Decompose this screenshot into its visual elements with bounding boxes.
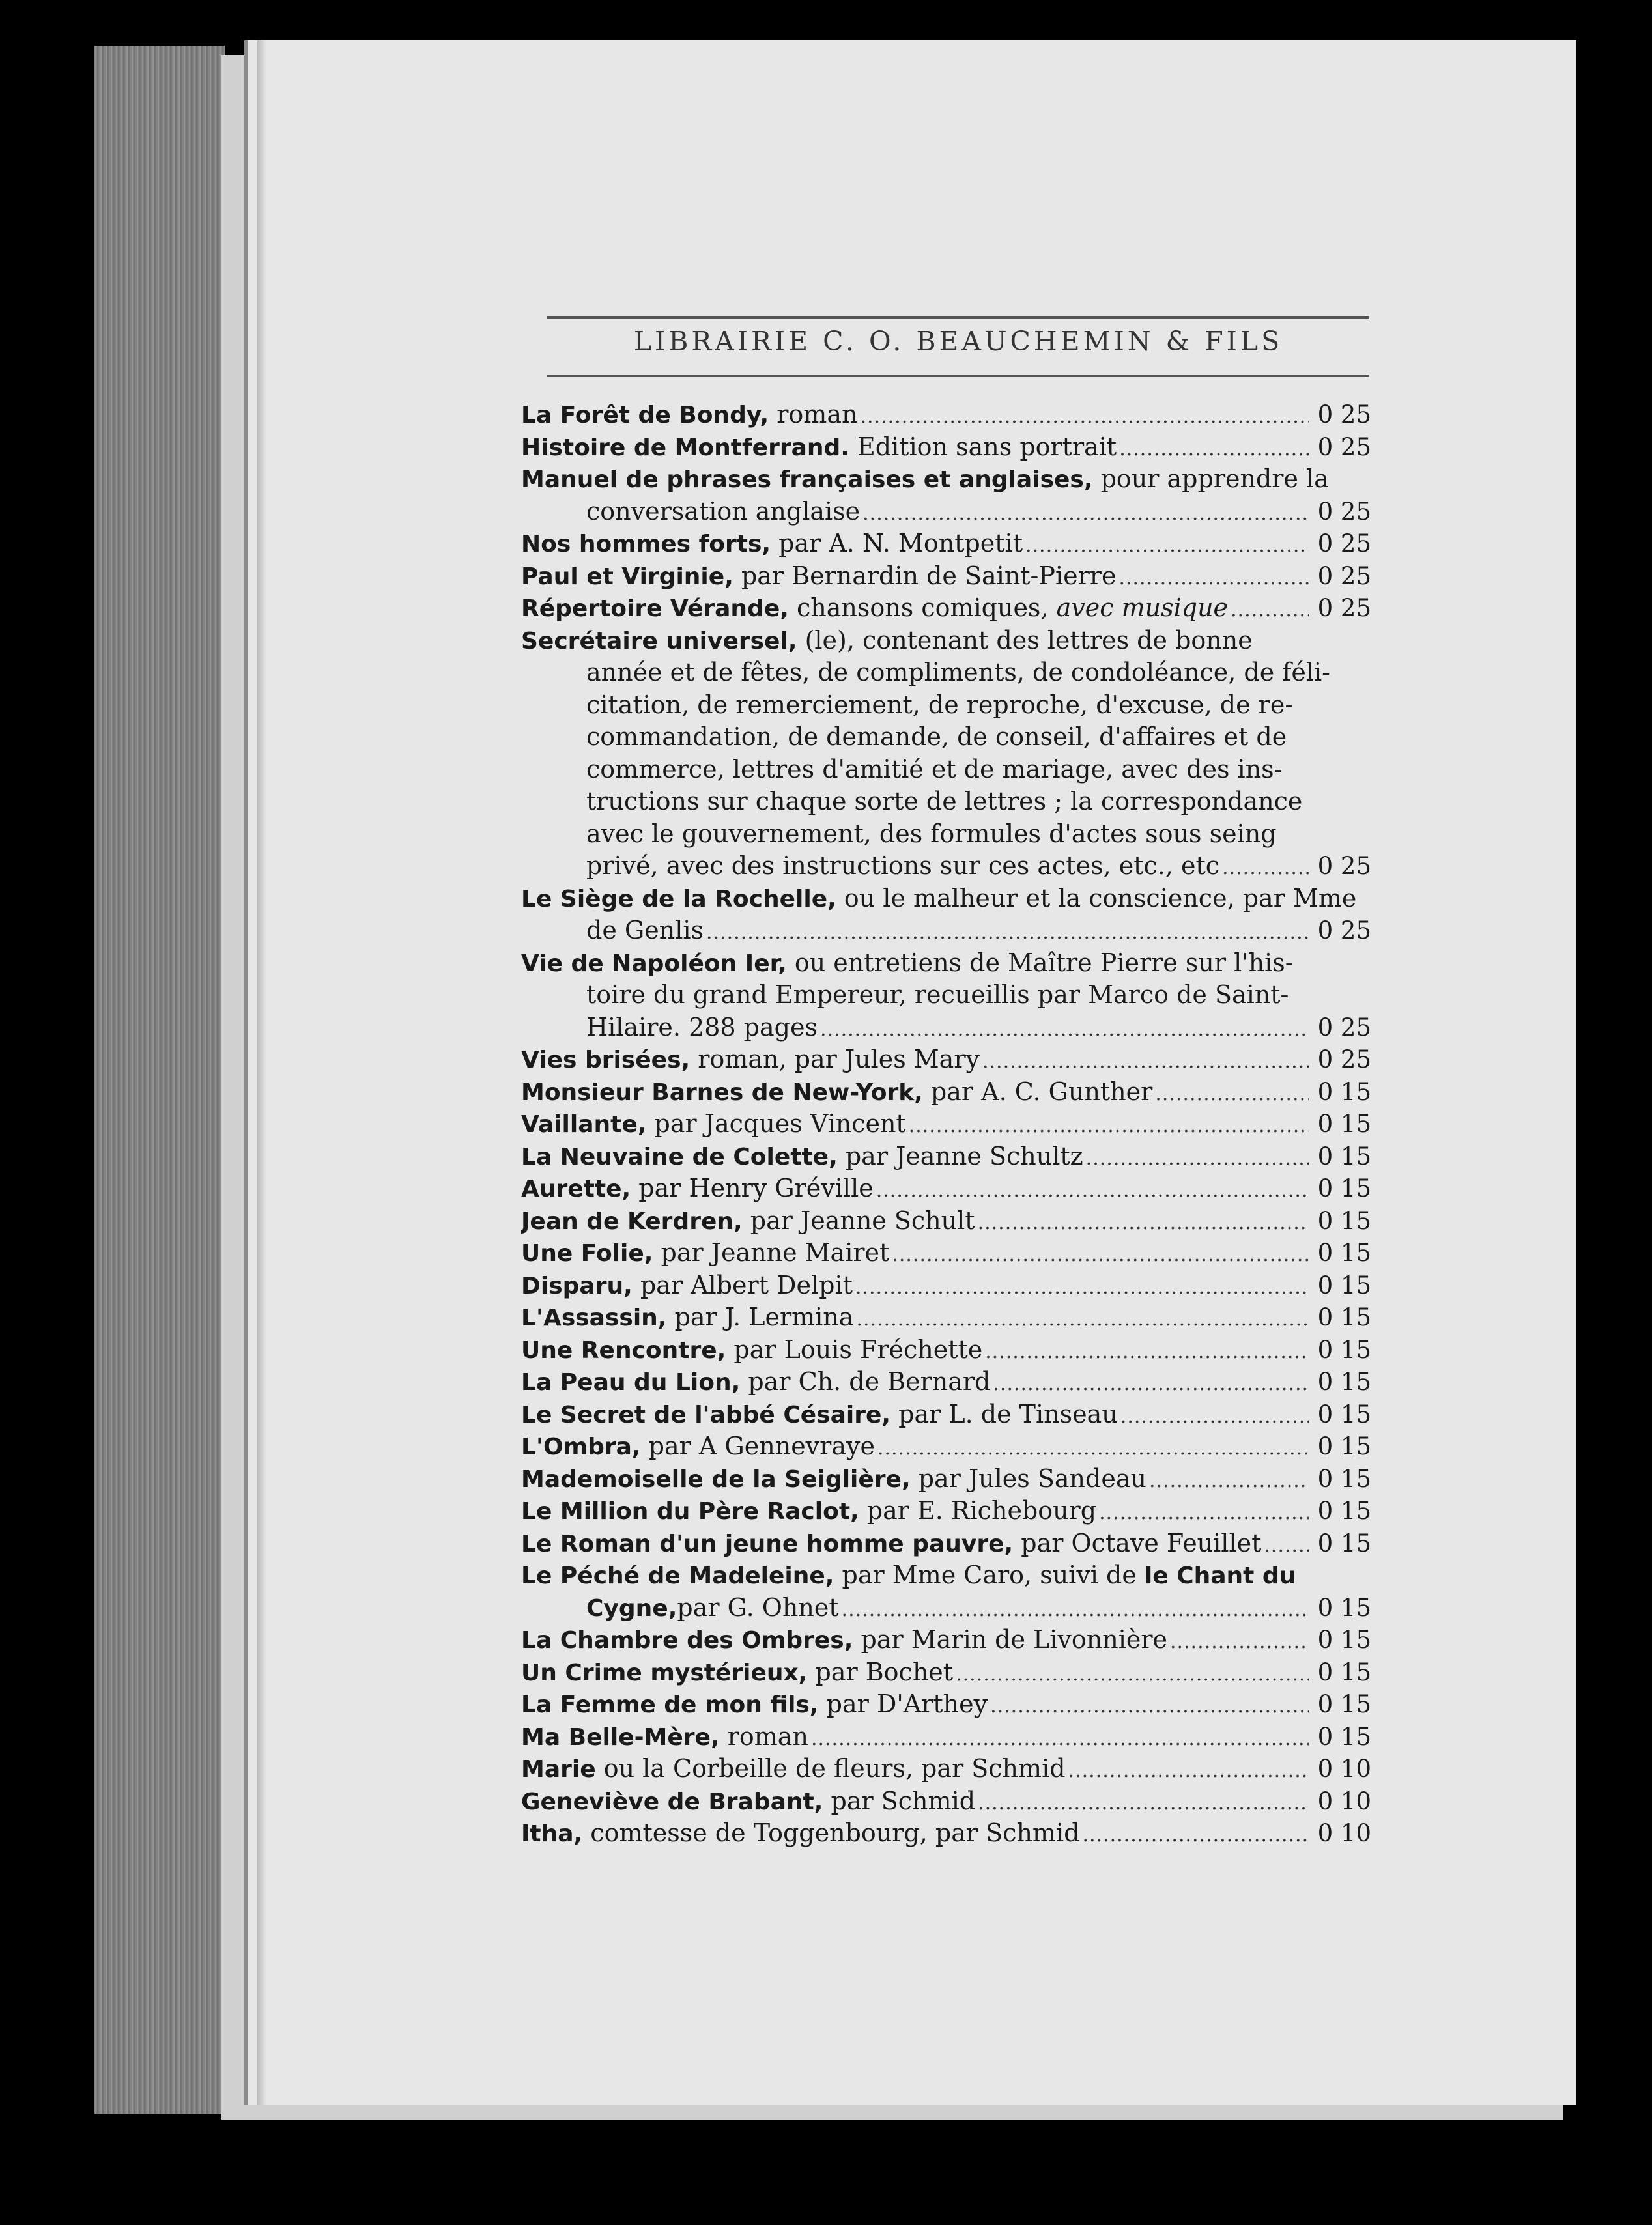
- entry-title: La Chambre des Ombres,: [521, 1627, 853, 1654]
- entry-first-line-text: [521, 1527, 1261, 1560]
- dot-leader: [1082, 1819, 1309, 1850]
- entry-title: Aurette,: [521, 1176, 631, 1202]
- entry-price: 0 25: [1317, 1013, 1371, 1042]
- dot-leader: [820, 1013, 1309, 1044]
- entry-title: Ma Belle-Mère,: [521, 1723, 720, 1751]
- entry-description: comtesse de Toggenbourg, par Schmid: [582, 1819, 1080, 1847]
- entry-first-line-text: [521, 1495, 1096, 1527]
- catalog-entry: [521, 1463, 1371, 1495]
- catalog-entry: [521, 947, 1371, 1044]
- entry-price: 0 10: [1317, 1755, 1371, 1783]
- entry-price: 0 15: [1317, 1658, 1371, 1686]
- catalog-entry: [521, 1172, 1371, 1205]
- entry-first-line-text: [521, 1785, 975, 1818]
- entry-line: [521, 1366, 1371, 1398]
- entry-title: La Femme de mon fils,: [521, 1692, 819, 1718]
- entry-price: 0 15: [1317, 1368, 1371, 1396]
- entry-first-line-text: [521, 1334, 982, 1367]
- entry-first-line-text: [521, 431, 1117, 464]
- catalog-entry: [521, 1753, 1371, 1785]
- catalog-entry: [521, 1108, 1371, 1141]
- dot-leader: [892, 1239, 1309, 1269]
- entry-title: Le Péché de Madeleine,: [521, 1563, 834, 1589]
- entry-continuation-line: [521, 818, 1371, 851]
- entry-title: Une Rencontre,: [521, 1337, 726, 1364]
- entry-line: [521, 1785, 1371, 1818]
- entry-price: 0 25: [1317, 852, 1371, 880]
- dot-leader: [876, 1174, 1309, 1205]
- entry-continuation-text: citation, de remerciement, de reproche, d'excuse, de re-: [586, 690, 1294, 719]
- catalog-entry: [521, 1430, 1371, 1463]
- entry-continuation-text: privé, avec des instructions sur ces actes, etc., etc: [586, 851, 1220, 880]
- page-gutter: [257, 40, 266, 2105]
- entry-first-line-text: [521, 399, 857, 431]
- dot-leader: [956, 1658, 1309, 1689]
- catalog-entry: [521, 431, 1371, 464]
- entry-continuation-line: [521, 1592, 1371, 1624]
- entry-description: par Albert Delpit: [632, 1270, 853, 1299]
- entry-price: 0 15: [1317, 1497, 1371, 1525]
- entry-first-line-text: [521, 1656, 953, 1689]
- entry-continuation-text: avec le gouvernement, des formules d'actes sous seing: [586, 819, 1277, 848]
- entry-description: par A. C. Gunther: [922, 1077, 1153, 1106]
- entry-title: Un Crime mystérieux,: [521, 1659, 808, 1686]
- entry-title: Le Siège de la Rochelle,: [521, 885, 836, 913]
- entry-price: 0 15: [1317, 1690, 1371, 1718]
- catalog-entry: [521, 1495, 1371, 1527]
- entry-continuation-text: toire du grand Empereur, recueillis par Marco de Saint-: [586, 980, 1289, 1009]
- entry-description: ou le malheur et la conscience, par Mme: [836, 883, 1357, 913]
- catalog-entry: [521, 1721, 1371, 1753]
- entry-title: Geneviève de Brabant,: [521, 1788, 823, 1815]
- entry-continuation-line: [521, 914, 1371, 947]
- dot-leader: [1099, 1497, 1309, 1527]
- entry-price: 0 15: [1317, 1529, 1371, 1557]
- entry-line: [521, 592, 1371, 625]
- entry-line: [521, 399, 1371, 431]
- entry-description: Edition sans portrait: [849, 432, 1117, 461]
- entry-description: par Jeanne Mairet: [653, 1238, 890, 1267]
- entry-title: Secrétaire universel,: [521, 627, 797, 655]
- catalog-entry: [521, 1398, 1371, 1431]
- dot-leader: [990, 1690, 1309, 1721]
- catalog-entry: [521, 1656, 1371, 1689]
- entry-price: 0 15: [1317, 1593, 1371, 1622]
- entry-price: 0 15: [1317, 1626, 1371, 1654]
- entry-price: 0 25: [1317, 401, 1371, 429]
- entry-title: Le Roman d'un jeune homme pauvre,: [521, 1530, 1014, 1557]
- dot-leader: [1149, 1465, 1309, 1495]
- entry-continuation-text: de Genlis: [586, 916, 704, 944]
- entry-description: par D'Arthey: [818, 1690, 988, 1718]
- dot-leader: [1086, 1142, 1309, 1173]
- entry-title: Jean de Kerdren,: [521, 1208, 743, 1235]
- catalog-entry: [521, 1688, 1371, 1721]
- entry-line: [521, 1559, 1371, 1592]
- catalog-list: [521, 399, 1371, 1850]
- entry-description: par A. N. Montpetit: [771, 529, 1023, 558]
- entry-first-line-text: [521, 592, 1228, 625]
- entry-continuation-text: commandation, de demande, de conseil, d'affaires et de: [586, 722, 1287, 751]
- entry-title: Manuel de phrases françaises et anglaises,: [521, 466, 1093, 493]
- entry-description: par Jeanne Schultz: [837, 1141, 1083, 1170]
- entry-first-line-text: [521, 560, 1116, 593]
- catalog-entry: [521, 1237, 1371, 1269]
- entry-first-line-text: [521, 1108, 906, 1141]
- entry-line: [521, 560, 1371, 593]
- entry-continuation-bold: Cygne,: [586, 1594, 677, 1622]
- dot-leader: [1118, 562, 1309, 593]
- entry-description: par Schmid: [823, 1786, 976, 1815]
- catalog-entry: [521, 1043, 1371, 1076]
- entry-continuation-text: conversation anglaise: [586, 496, 861, 526]
- entry-description: par Octave Feuillet: [1013, 1528, 1262, 1557]
- entry-line: [521, 1430, 1371, 1463]
- entry-line: [521, 625, 1371, 657]
- entry-first-line-text: [521, 1237, 889, 1269]
- entry-continuation-line: [521, 1012, 1371, 1044]
- entry-description-italic: avec musique: [1056, 593, 1229, 622]
- entry-description: par J. Lermina: [666, 1303, 854, 1331]
- entry-first-line-text: [521, 947, 1294, 980]
- dot-leader: [1119, 433, 1309, 464]
- entry-title: Histoire de Montferrand.: [521, 434, 849, 461]
- entry-title: La Forêt de Bondy,: [521, 402, 769, 429]
- entry-price: 0 25: [1317, 530, 1371, 558]
- catalog-entry: [521, 1076, 1371, 1109]
- catalog-entry: [521, 1269, 1371, 1302]
- catalog-entry: [521, 1559, 1371, 1624]
- entry-description: par Jacques Vincent: [646, 1109, 906, 1138]
- entry-first-line-text: [521, 1753, 1066, 1785]
- entry-price: 0 25: [1317, 432, 1371, 461]
- entry-first-line-text: [521, 1043, 980, 1076]
- catalog-entry: [521, 1624, 1371, 1656]
- entry-price: 0 15: [1317, 1077, 1371, 1106]
- entry-price: 0 15: [1317, 1400, 1371, 1428]
- entry-line: [521, 463, 1371, 496]
- dot-leader: [1120, 1400, 1309, 1431]
- header-rule-bottom: [547, 375, 1369, 377]
- entry-continuation-line: [521, 786, 1371, 818]
- entry-line: [521, 1463, 1371, 1495]
- entry-description: par Henry Gréville: [631, 1174, 874, 1202]
- dot-leader: [811, 1723, 1309, 1753]
- entry-first-line-text: [521, 1817, 1079, 1850]
- entry-description: roman: [719, 1722, 808, 1751]
- catalog-entry: [521, 528, 1371, 560]
- dot-leader: [706, 916, 1309, 947]
- entry-first-line-text: [521, 1688, 988, 1721]
- entry-title: Répertoire Vérande,: [521, 595, 789, 622]
- catalog-entry: [521, 592, 1371, 625]
- catalog-entry: [521, 1527, 1371, 1560]
- entry-description: par E. Richebourg: [859, 1496, 1097, 1525]
- entry-first-line-text: [521, 1624, 1167, 1656]
- entry-title: Monsieur Barnes de New-York,: [521, 1079, 923, 1106]
- entry-line: [521, 1527, 1371, 1560]
- entry-line: [521, 1108, 1371, 1141]
- catalog-entry: [521, 1334, 1371, 1367]
- entry-first-line-text: [521, 625, 1253, 657]
- entry-first-line-text: [521, 1205, 975, 1238]
- entry-continuation-text: Hilaire. 288 pages: [586, 1012, 818, 1042]
- entry-continuation-line: [521, 496, 1371, 528]
- entry-line: [521, 1656, 1371, 1689]
- entry-first-line-text: [521, 1721, 808, 1753]
- entry-first-line-text: [521, 1269, 853, 1302]
- entry-title: Vaillante,: [521, 1111, 647, 1138]
- entry-line: [521, 1398, 1371, 1431]
- entry-continuation-text: par G. Ohnet: [677, 1593, 839, 1622]
- dot-leader: [1155, 1078, 1309, 1109]
- catalog-entry: [521, 1817, 1371, 1850]
- dot-leader: [1231, 594, 1309, 625]
- entry-description: ou entretiens de Maître Pierre sur l'his-: [786, 948, 1294, 977]
- entry-line: [521, 1141, 1371, 1173]
- dot-leader: [978, 1207, 1309, 1238]
- entry-continuation-text: année et de fêtes, de compliments, de condoléance, de féli-: [586, 658, 1331, 687]
- entry-first-line-text: [521, 1463, 1146, 1495]
- entry-price: 0 15: [1317, 1206, 1371, 1235]
- dot-leader: [1264, 1529, 1309, 1560]
- dot-leader: [1222, 852, 1309, 883]
- entry-price: 0 15: [1317, 1722, 1371, 1751]
- entry-line: [521, 1624, 1371, 1656]
- entry-continuation-line: [521, 850, 1371, 883]
- entry-description: roman: [769, 400, 858, 429]
- entry-line: [521, 1688, 1371, 1721]
- entry-price: 0 15: [1317, 1174, 1371, 1202]
- entry-description: par L. de Tinseau: [890, 1399, 1118, 1428]
- entry-first-line-text: [521, 1559, 1296, 1592]
- entry-description: chansons comiques,: [788, 593, 1057, 622]
- entry-description: par Marin de Livonnière: [853, 1625, 1168, 1654]
- entry-title: La Peau du Lion,: [521, 1369, 741, 1396]
- entry-line: [521, 1172, 1371, 1205]
- entry-first-line-text: [521, 463, 1329, 496]
- entry-description: par Jeanne Schult: [742, 1206, 975, 1235]
- entry-description-bold: le Chant du: [1144, 1563, 1296, 1589]
- entry-price: 0 25: [1317, 1045, 1371, 1073]
- dot-leader: [842, 1594, 1309, 1624]
- dot-leader: [982, 1045, 1309, 1076]
- entry-description: par Bochet: [807, 1657, 954, 1686]
- entry-title: L'Assassin,: [521, 1305, 667, 1331]
- entry-description: par Mme Caro, suivi de: [834, 1561, 1145, 1589]
- dot-leader: [1068, 1755, 1309, 1785]
- entry-line: [521, 1205, 1371, 1238]
- catalog-entry: [521, 625, 1371, 883]
- entry-first-line-text: [521, 1172, 874, 1205]
- entry-first-line-text: [521, 1301, 853, 1334]
- entry-title: Vie de Napoléon Ier,: [521, 950, 787, 977]
- entry-price: 0 10: [1317, 1787, 1371, 1815]
- entry-price: 0 15: [1317, 1464, 1371, 1493]
- header-rule-top: [547, 316, 1369, 319]
- entry-price: 0 10: [1317, 1819, 1371, 1847]
- entry-line: [521, 883, 1371, 915]
- entry-description: par Bernardin de Saint-Pierre: [733, 561, 1117, 590]
- entry-price: 0 15: [1317, 1432, 1371, 1460]
- entry-description: par A Gennevraye: [640, 1432, 875, 1460]
- entry-description: pour apprendre la: [1092, 464, 1329, 493]
- entry-title: Nos hommes forts,: [521, 531, 771, 558]
- entry-line: [521, 1076, 1371, 1109]
- dot-leader: [909, 1110, 1309, 1141]
- catalog-entry: [521, 1785, 1371, 1818]
- entry-line: [521, 431, 1371, 464]
- entry-line: [521, 1301, 1371, 1334]
- entry-continuation-line: [521, 657, 1371, 689]
- entry-price: 0 25: [1317, 561, 1371, 590]
- entry-price: 0 15: [1317, 1239, 1371, 1267]
- entry-price: 0 15: [1317, 1110, 1371, 1138]
- entry-description: par Ch. de Bernard: [740, 1367, 991, 1396]
- entry-line: [521, 1753, 1371, 1785]
- entry-description: par Louis Fréchette: [726, 1335, 983, 1364]
- dot-leader: [855, 1271, 1309, 1302]
- entry-first-line-text: [521, 1398, 1118, 1431]
- catalog-entry: [521, 399, 1371, 431]
- dot-leader: [877, 1432, 1309, 1463]
- entry-first-line-text: [521, 883, 1356, 915]
- entry-price: 0 25: [1317, 497, 1371, 526]
- entry-continuation-line: [521, 754, 1371, 786]
- entry-continuation-text: tructions sur chaque sorte de lettres ; la correspondance: [586, 787, 1303, 815]
- entry-line: [521, 947, 1371, 980]
- entry-line: [521, 528, 1371, 560]
- entry-price: 0 15: [1317, 1271, 1371, 1299]
- dot-leader: [856, 1303, 1309, 1334]
- entry-description: (le), contenant des lettres de bonne: [797, 625, 1253, 655]
- entry-price: 0 15: [1317, 1335, 1371, 1364]
- entry-description: roman, par Jules Mary: [690, 1045, 980, 1073]
- catalog-entry: [521, 883, 1371, 947]
- entry-title: Vies brisées,: [521, 1047, 691, 1073]
- entry-title: Itha,: [521, 1821, 583, 1847]
- entry-title: La Neuvaine de Colette,: [521, 1143, 838, 1170]
- entry-line: [521, 1495, 1371, 1527]
- catalog-entry: [521, 463, 1371, 528]
- entry-title: Marie: [521, 1756, 596, 1783]
- entry-price: 0 25: [1317, 916, 1371, 944]
- entry-line: [521, 1721, 1371, 1753]
- page-header: LIBRAIRIE C. O. BEAUCHEMIN & FILS: [633, 326, 1283, 357]
- entry-price: 0 25: [1317, 594, 1371, 622]
- entry-title: Mademoiselle de la Seiglière,: [521, 1466, 911, 1493]
- catalog-entry: [521, 1366, 1371, 1398]
- entry-title: Le Million du Père Raclot,: [521, 1498, 859, 1525]
- book-edge: [94, 46, 225, 2114]
- entry-continuation-text: commerce, lettres d'amitié et de mariage, avec des ins-: [586, 754, 1283, 784]
- entry-price: 0 15: [1317, 1303, 1371, 1331]
- entry-title: L'Ombra,: [521, 1434, 641, 1460]
- entry-continuation-line: [521, 721, 1371, 754]
- entry-line: [521, 1237, 1371, 1269]
- entry-first-line-text: [521, 1076, 1152, 1109]
- entry-first-line-text: [521, 1430, 875, 1463]
- dot-leader: [993, 1368, 1309, 1398]
- entry-title: Paul et Virginie,: [521, 563, 733, 590]
- catalog-entry: [521, 1141, 1371, 1173]
- entry-first-line-text: [521, 528, 1023, 560]
- entry-title: Disparu,: [521, 1272, 633, 1299]
- catalog-entry: [521, 1301, 1371, 1334]
- entry-first-line-text: [521, 1141, 1083, 1173]
- entry-line: [521, 1334, 1371, 1367]
- entry-description: par Jules Sandeau: [910, 1464, 1146, 1493]
- dot-leader: [862, 498, 1309, 528]
- catalog-entry: [521, 1205, 1371, 1238]
- dot-leader: [985, 1336, 1309, 1367]
- entry-title: Une Folie,: [521, 1240, 653, 1267]
- entry-continuation-line: [521, 979, 1371, 1012]
- entry-first-line-text: [521, 1366, 990, 1398]
- entry-line: [521, 1043, 1371, 1076]
- entry-line: [521, 1269, 1371, 1302]
- entry-line: [521, 1817, 1371, 1850]
- dot-leader: [1170, 1626, 1309, 1656]
- catalog-entry: [521, 560, 1371, 593]
- entry-title: Le Secret de l'abbé Césaire,: [521, 1401, 891, 1428]
- entry-price: 0 15: [1317, 1142, 1371, 1170]
- dot-leader: [1025, 530, 1309, 560]
- entry-continuation-line: [521, 689, 1371, 722]
- entry-description: ou la Corbeille de fleurs, par Schmid: [595, 1754, 1066, 1783]
- dot-leader: [978, 1787, 1309, 1818]
- dot-leader: [860, 401, 1309, 431]
